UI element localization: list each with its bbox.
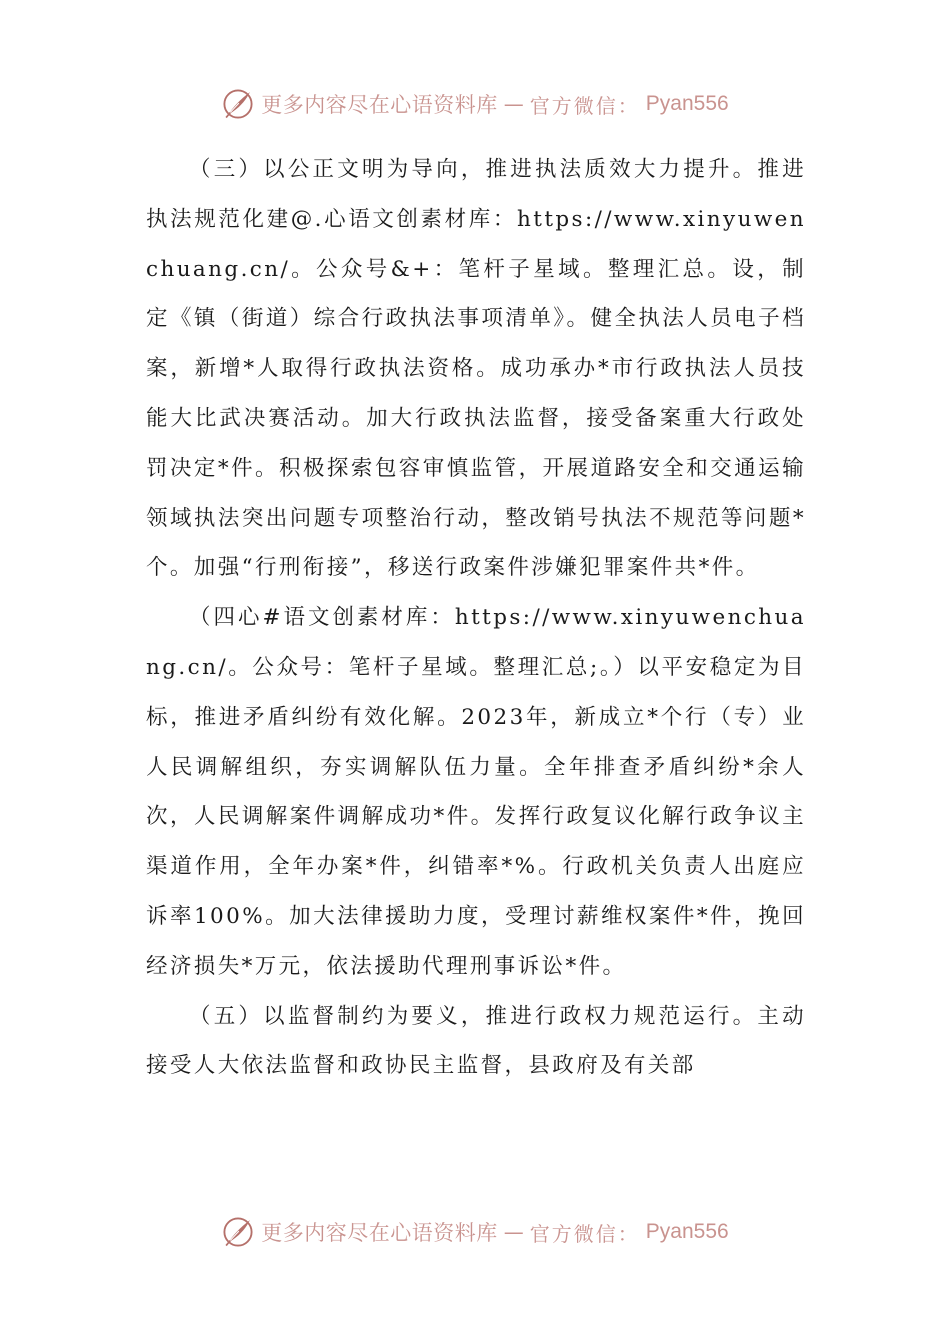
header-title: 更多内容尽在心语资料库 bbox=[261, 93, 498, 117]
header-wechat-id: Pyan556 bbox=[645, 92, 729, 115]
footer-banner bbox=[0, 1212, 950, 1252]
header-dash: — bbox=[503, 92, 524, 116]
footer-wechat-label: 官方微信： bbox=[529, 1221, 640, 1246]
paragraph-3: （三）以公正文明为导向，推进执法质效大力提升。推进执法规范化建@.心语文创素材库：https://www.xinyuwenchuang.cn/。公众号&+：笔杆子星域。整理汇总。设，制定《镇（街道）综合行政执法事项清单》。健全执法人员电子档案，新增*人取得行政执法资格。成功承办*市行政执法人员技能大比武决赛活动。加大行政执法监督，接受备案重大行政处罚决定*件。积极探索包容审慎监管，开展道路安全和交通运输领域执法突出问题专项整治行动，整改销号执法不规范等问题*个。加强“行刑衔接”，移送行政案件涉嫌犯罪案件共*件。 bbox=[146, 157, 806, 581]
footer-title: 更多内容尽在心语资料库 bbox=[261, 1221, 498, 1245]
header-banner bbox=[0, 84, 950, 124]
header-wechat-label: 官方微信： bbox=[529, 93, 640, 118]
paragraph-4: （四心#语文创素材库：https://www.xinyuwenchuang.cn/。公众号：笔杆子星域。整理汇总;。）以平安稳定为目标，推进矛盾纠纷有效化解。2023年，新成立*个行（专）业人民调解组织，夯实调解队伍力量。全年排查矛盾纠纷*余人次，人民调解案件调解成功*件。发挥行政复议化解行政争议主渠道作用，全年办案*件，纠错率*%。行政机关负责人出庭应诉率100%。加大法律援助力度，受理讨薪维权案件*件，挽回经济损失*万元，依法援助代理刑事诉讼*件。 bbox=[146, 605, 806, 979]
footer-dash: — bbox=[503, 1220, 524, 1244]
paragraph-5: （五）以监督制约为要义，推进行政权力规范运行。主动接受人大依法监督和政协民主监督，县政府及有关部 bbox=[146, 1003, 806, 1079]
body-text bbox=[146, 145, 806, 1091]
footer-wechat-id: Pyan556 bbox=[645, 1220, 729, 1243]
quill-pen-logo-icon bbox=[221, 1215, 255, 1249]
quill-pen-logo-icon bbox=[221, 87, 255, 121]
